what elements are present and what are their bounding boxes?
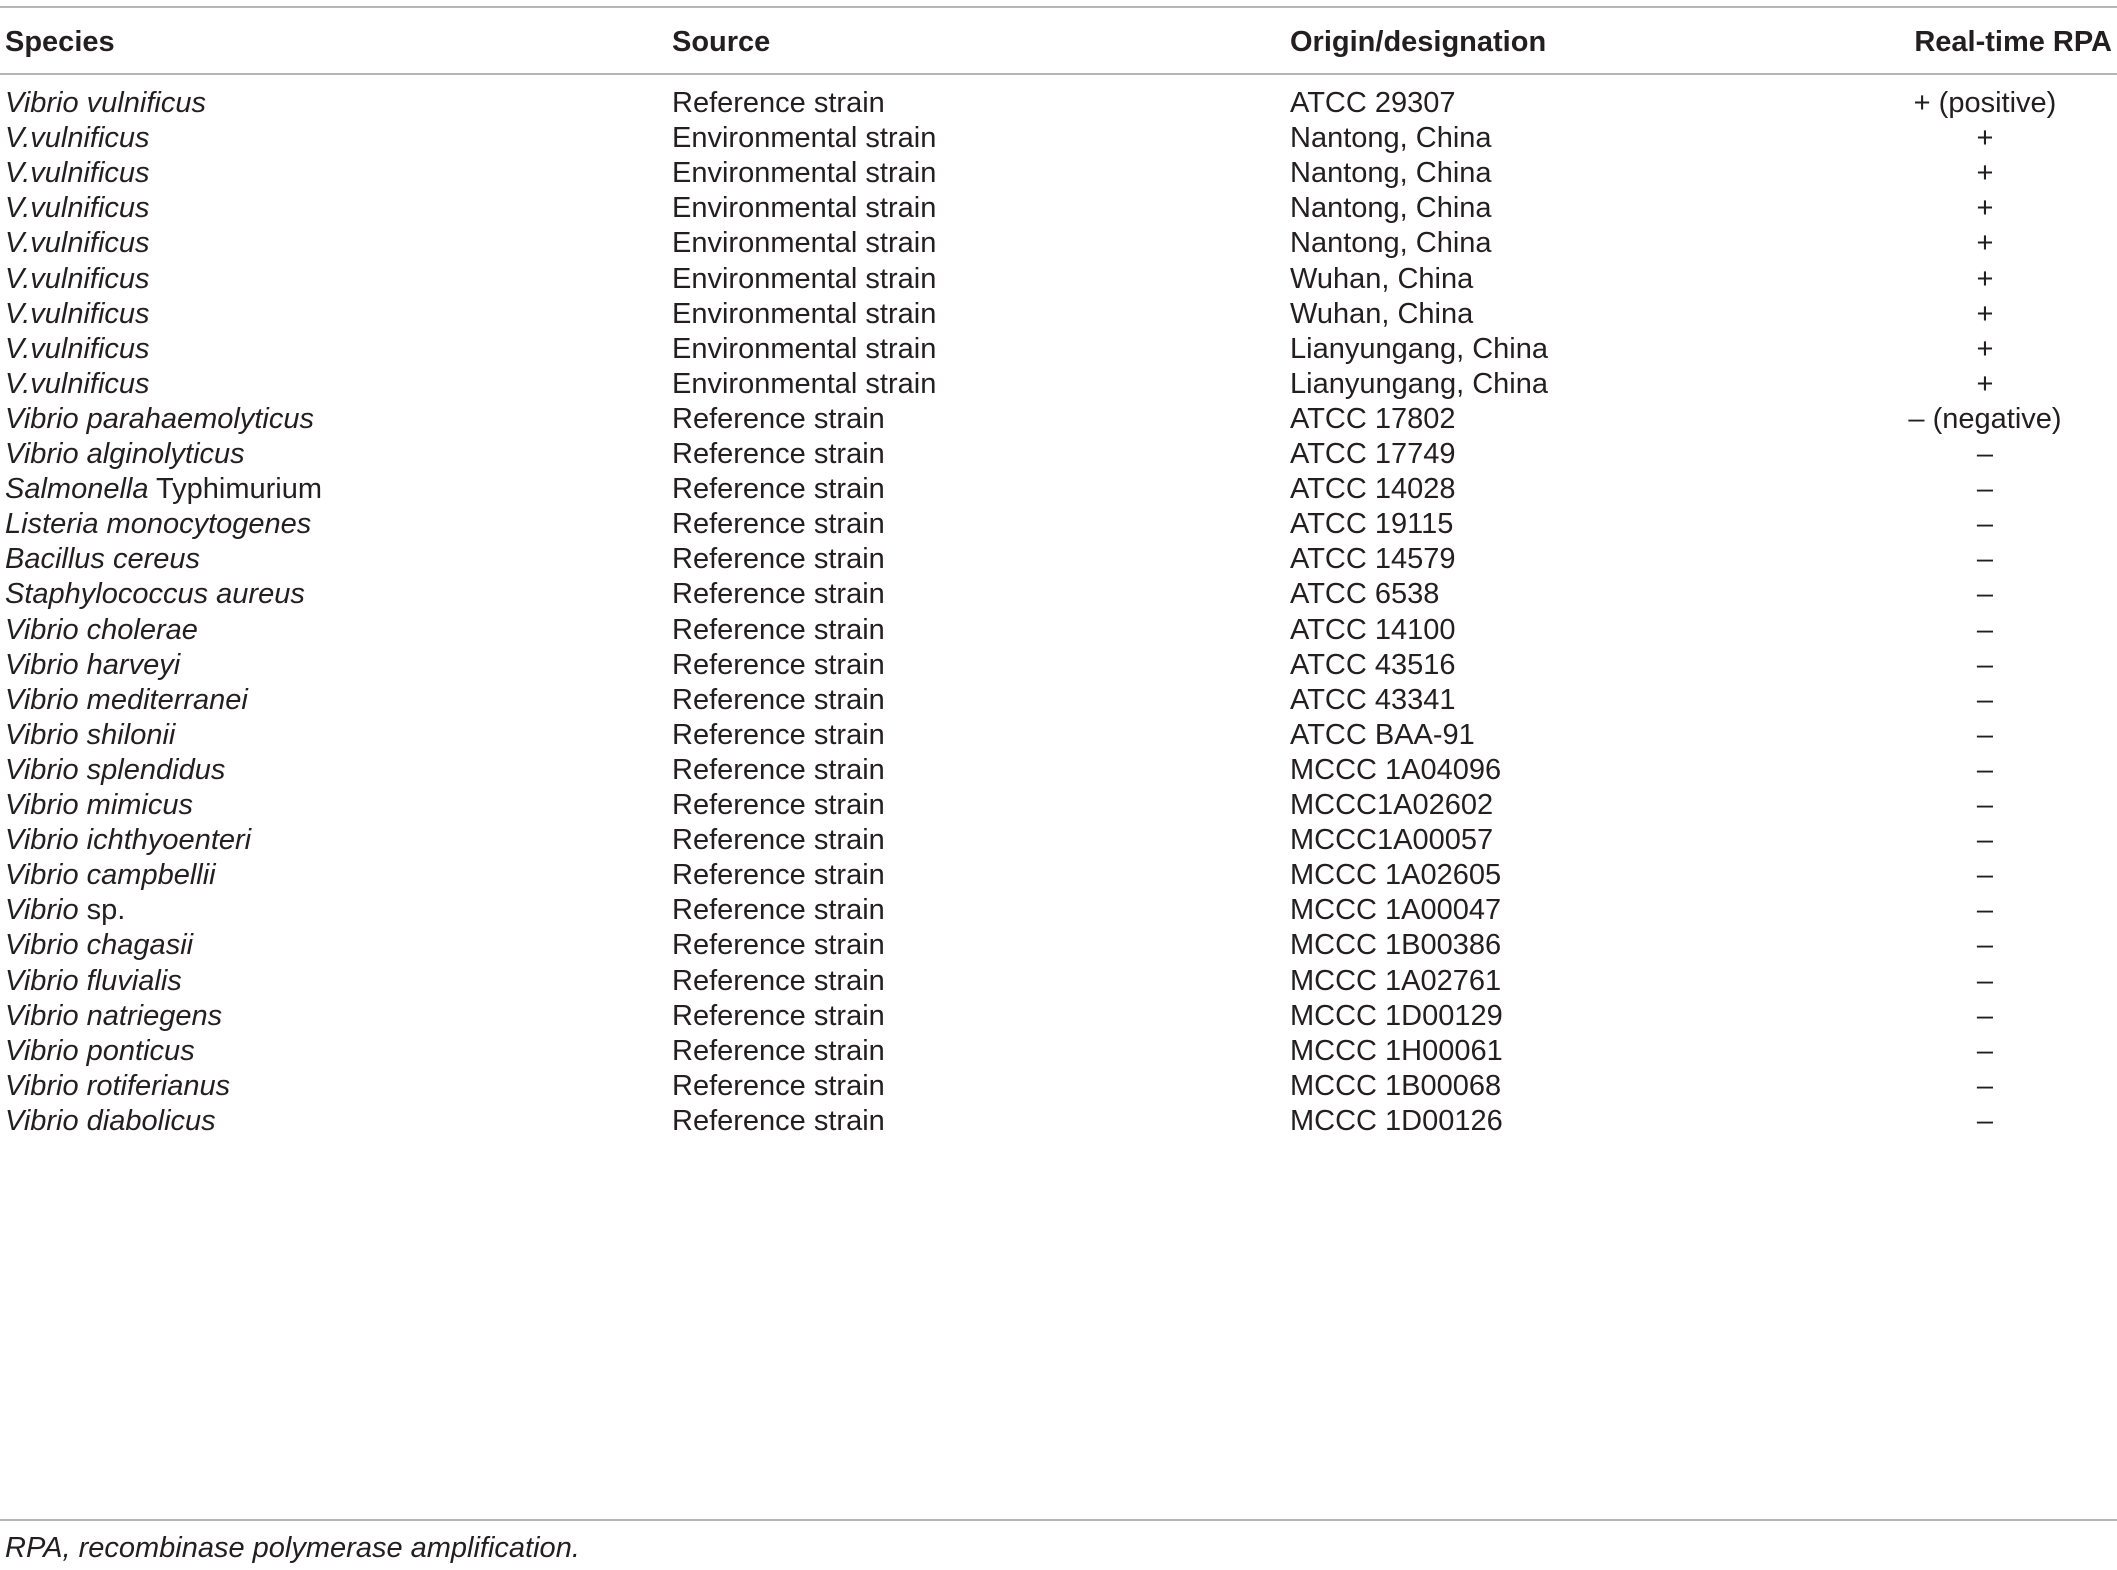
species-italic: V.vulnificus bbox=[5, 297, 150, 330]
species-roman: sp. bbox=[78, 894, 126, 927]
species-italic: V.vulnificus bbox=[5, 227, 150, 260]
cell-source: Reference strain bbox=[672, 402, 885, 435]
header-source: Source bbox=[672, 26, 771, 58]
species-italic: Vibrio harveyi bbox=[5, 648, 181, 681]
cell-rpa: – bbox=[1976, 824, 1994, 857]
cell-rpa: + bbox=[1976, 262, 1994, 295]
species-italic: Vibrio parahaemolyticus bbox=[5, 402, 314, 435]
cell-origin: ATCC 14579 bbox=[1290, 543, 1456, 576]
cell-origin: Wuhan, China bbox=[1290, 262, 1474, 295]
cell-origin: MCCC 1A04096 bbox=[1290, 753, 1502, 786]
cell-source: Reference strain bbox=[672, 894, 885, 927]
cell-source: Environmental strain bbox=[672, 157, 937, 190]
species-italic: Vibrio fluvialis bbox=[5, 964, 182, 997]
species-italic: Vibrio diabolicus bbox=[5, 1104, 216, 1137]
species-italic: Listeria monocytogenes bbox=[5, 508, 312, 541]
species-roman: Typhimurium bbox=[148, 473, 323, 506]
bottom-rule bbox=[0, 1519, 2117, 1521]
species-italic: Vibrio rotiferianus bbox=[5, 1069, 231, 1102]
cell-origin: Nantong, China bbox=[1290, 157, 1492, 190]
cell-source: Environmental strain bbox=[672, 297, 937, 330]
species-italic: Staphylococcus aureus bbox=[5, 578, 305, 611]
cell-origin: ATCC 29307 bbox=[1290, 87, 1456, 119]
cell-rpa: + (positive) bbox=[1913, 87, 2057, 119]
species-italic: Vibrio alginolyticus bbox=[5, 438, 245, 470]
cell-source: Environmental strain bbox=[672, 122, 937, 155]
species-italic: Vibrio splendidus bbox=[5, 753, 226, 786]
table-header-row bbox=[0, 17, 2117, 67]
cell-origin: MCCC 1H00061 bbox=[1290, 1034, 1503, 1067]
top-rule bbox=[0, 6, 2117, 8]
species-italic: Vibrio mimicus bbox=[5, 789, 194, 821]
cell-origin: ATCC BAA-91 bbox=[1290, 718, 1475, 751]
cell-source: Reference strain bbox=[672, 578, 885, 611]
cell-origin: Nantong, China bbox=[1290, 122, 1492, 155]
header-rpa: Real-time RPA bbox=[1914, 26, 2112, 58]
cell-source: Reference strain bbox=[672, 613, 885, 646]
cell-origin: MCCC 1D00129 bbox=[1290, 999, 1503, 1032]
cell-origin: Nantong, China bbox=[1290, 227, 1492, 260]
cell-rpa: + bbox=[1976, 157, 1994, 190]
cell-source: Reference strain bbox=[672, 718, 885, 751]
cell-origin: MCCC 1A02761 bbox=[1290, 964, 1502, 997]
header-rule bbox=[0, 73, 2117, 75]
cell-source: Reference strain bbox=[672, 789, 885, 821]
cell-rpa: – bbox=[1976, 753, 1994, 786]
cell-rpa: + bbox=[1976, 122, 1994, 155]
cell-source: Reference strain bbox=[672, 929, 885, 962]
cell-origin: MCCC 1D00126 bbox=[1290, 1104, 1503, 1137]
header-origin: Origin/designation bbox=[1290, 26, 1547, 58]
cell-source: Reference strain bbox=[672, 648, 885, 681]
species-italic: Vibrio ichthyoenteri bbox=[5, 824, 252, 857]
cell-source: Reference strain bbox=[672, 473, 885, 506]
cell-source: Reference strain bbox=[672, 683, 885, 716]
cell-rpa: – bbox=[1976, 1104, 1994, 1137]
cell-origin: Lianyungang, China bbox=[1290, 367, 1548, 400]
cell-source: Reference strain bbox=[672, 753, 885, 786]
cell-source: Reference strain bbox=[672, 1034, 885, 1067]
cell-source: Reference strain bbox=[672, 824, 885, 857]
cell-source: Reference strain bbox=[672, 999, 885, 1032]
cell-origin: ATCC 14028 bbox=[1290, 473, 1456, 506]
species-italic: Vibrio natriegens bbox=[5, 999, 223, 1032]
species-italic: Vibrio campbellii bbox=[5, 859, 216, 892]
cell-rpa: + bbox=[1976, 332, 1994, 365]
cell-rpa: + bbox=[1976, 367, 1994, 400]
cell-rpa: – bbox=[1976, 438, 1994, 470]
cell-rpa: – bbox=[1976, 999, 1994, 1032]
cell-source: Reference strain bbox=[672, 1069, 885, 1102]
cell-origin: ATCC 14100 bbox=[1290, 613, 1456, 646]
cell-rpa: + bbox=[1976, 192, 1994, 225]
cell-source: Reference strain bbox=[672, 508, 885, 541]
cell-origin: Nantong, China bbox=[1290, 192, 1492, 225]
header-species: Species bbox=[5, 26, 115, 58]
cell-rpa: + bbox=[1976, 227, 1994, 260]
cell-origin: MCCC 1A02605 bbox=[1290, 859, 1502, 892]
cell-rpa: – bbox=[1976, 648, 1994, 681]
species-italic: Vibrio mediterranei bbox=[5, 683, 248, 716]
species-italic: Bacillus cereus bbox=[5, 543, 201, 576]
cell-rpa: – bbox=[1976, 1034, 1994, 1067]
cell-origin: ATCC 17802 bbox=[1290, 402, 1456, 435]
cell-origin: MCCC 1A00047 bbox=[1290, 894, 1502, 927]
species-italic: V.vulnificus bbox=[5, 262, 150, 295]
cell-source: Reference strain bbox=[672, 543, 885, 576]
table-footnote: RPA, recombinase polymerase amplification. bbox=[5, 1532, 580, 1564]
cell-source: Environmental strain bbox=[672, 332, 937, 365]
cell-rpa: – (negative) bbox=[1908, 402, 2062, 435]
cell-source: Environmental strain bbox=[672, 192, 937, 225]
cell-origin: ATCC 6538 bbox=[1290, 578, 1440, 611]
cell-rpa: – bbox=[1976, 508, 1994, 541]
species-italic: Vibrio shilonii bbox=[5, 718, 176, 751]
cell-origin: Lianyungang, China bbox=[1290, 332, 1548, 365]
cell-origin: MCCC1A02602 bbox=[1290, 789, 1494, 821]
cell-origin: ATCC 43516 bbox=[1290, 648, 1456, 681]
cell-species bbox=[5, 1098, 216, 1146]
cell-origin: Wuhan, China bbox=[1290, 297, 1474, 330]
cell-origin: MCCC 1B00386 bbox=[1290, 929, 1502, 962]
species-italic: V.vulnificus bbox=[5, 192, 150, 225]
table-row bbox=[0, 1098, 2117, 1146]
cell-rpa: – bbox=[1976, 964, 1994, 997]
cell-rpa: – bbox=[1976, 683, 1994, 716]
species-italic: Vibrio cholerae bbox=[5, 613, 198, 646]
species-italic: V.vulnificus bbox=[5, 157, 150, 190]
cell-source: Environmental strain bbox=[672, 262, 937, 295]
cell-source: Reference strain bbox=[672, 438, 885, 470]
cell-source: Reference strain bbox=[672, 87, 885, 119]
cell-source: Environmental strain bbox=[672, 227, 937, 260]
cell-rpa: + bbox=[1976, 297, 1994, 330]
cell-rpa: – bbox=[1976, 473, 1994, 506]
cell-source: Reference strain bbox=[672, 964, 885, 997]
cell-source: Reference strain bbox=[672, 859, 885, 892]
cell-origin: MCCC1A00057 bbox=[1290, 824, 1494, 857]
species-italic: Vibrio ponticus bbox=[5, 1034, 195, 1067]
species-italic: V.vulnificus bbox=[5, 367, 150, 400]
cell-rpa: – bbox=[1976, 929, 1994, 962]
cell-source: Reference strain bbox=[672, 1104, 885, 1137]
cell-rpa: – bbox=[1976, 859, 1994, 892]
species-italic: Vibrio bbox=[5, 894, 79, 927]
cell-rpa: – bbox=[1976, 1069, 1994, 1102]
cell-rpa: – bbox=[1976, 789, 1994, 821]
species-italic: V.vulnificus bbox=[5, 122, 150, 155]
cell-rpa: – bbox=[1976, 718, 1994, 751]
cell-origin: MCCC 1B00068 bbox=[1290, 1069, 1502, 1102]
cell-rpa: – bbox=[1976, 894, 1994, 927]
cell-origin: ATCC 19115 bbox=[1290, 508, 1454, 541]
cell-origin: ATCC 17749 bbox=[1290, 438, 1456, 470]
species-italic: Salmonella bbox=[5, 473, 149, 506]
cell-origin: ATCC 43341 bbox=[1290, 683, 1456, 716]
cell-source: Environmental strain bbox=[672, 367, 937, 400]
species-italic: Vibrio chagasii bbox=[5, 929, 194, 962]
cell-rpa: – bbox=[1976, 543, 1994, 576]
cell-rpa: – bbox=[1976, 578, 1994, 611]
cell-rpa: – bbox=[1976, 613, 1994, 646]
species-italic: V.vulnificus bbox=[5, 332, 150, 365]
species-italic: Vibrio vulnificus bbox=[5, 87, 206, 119]
